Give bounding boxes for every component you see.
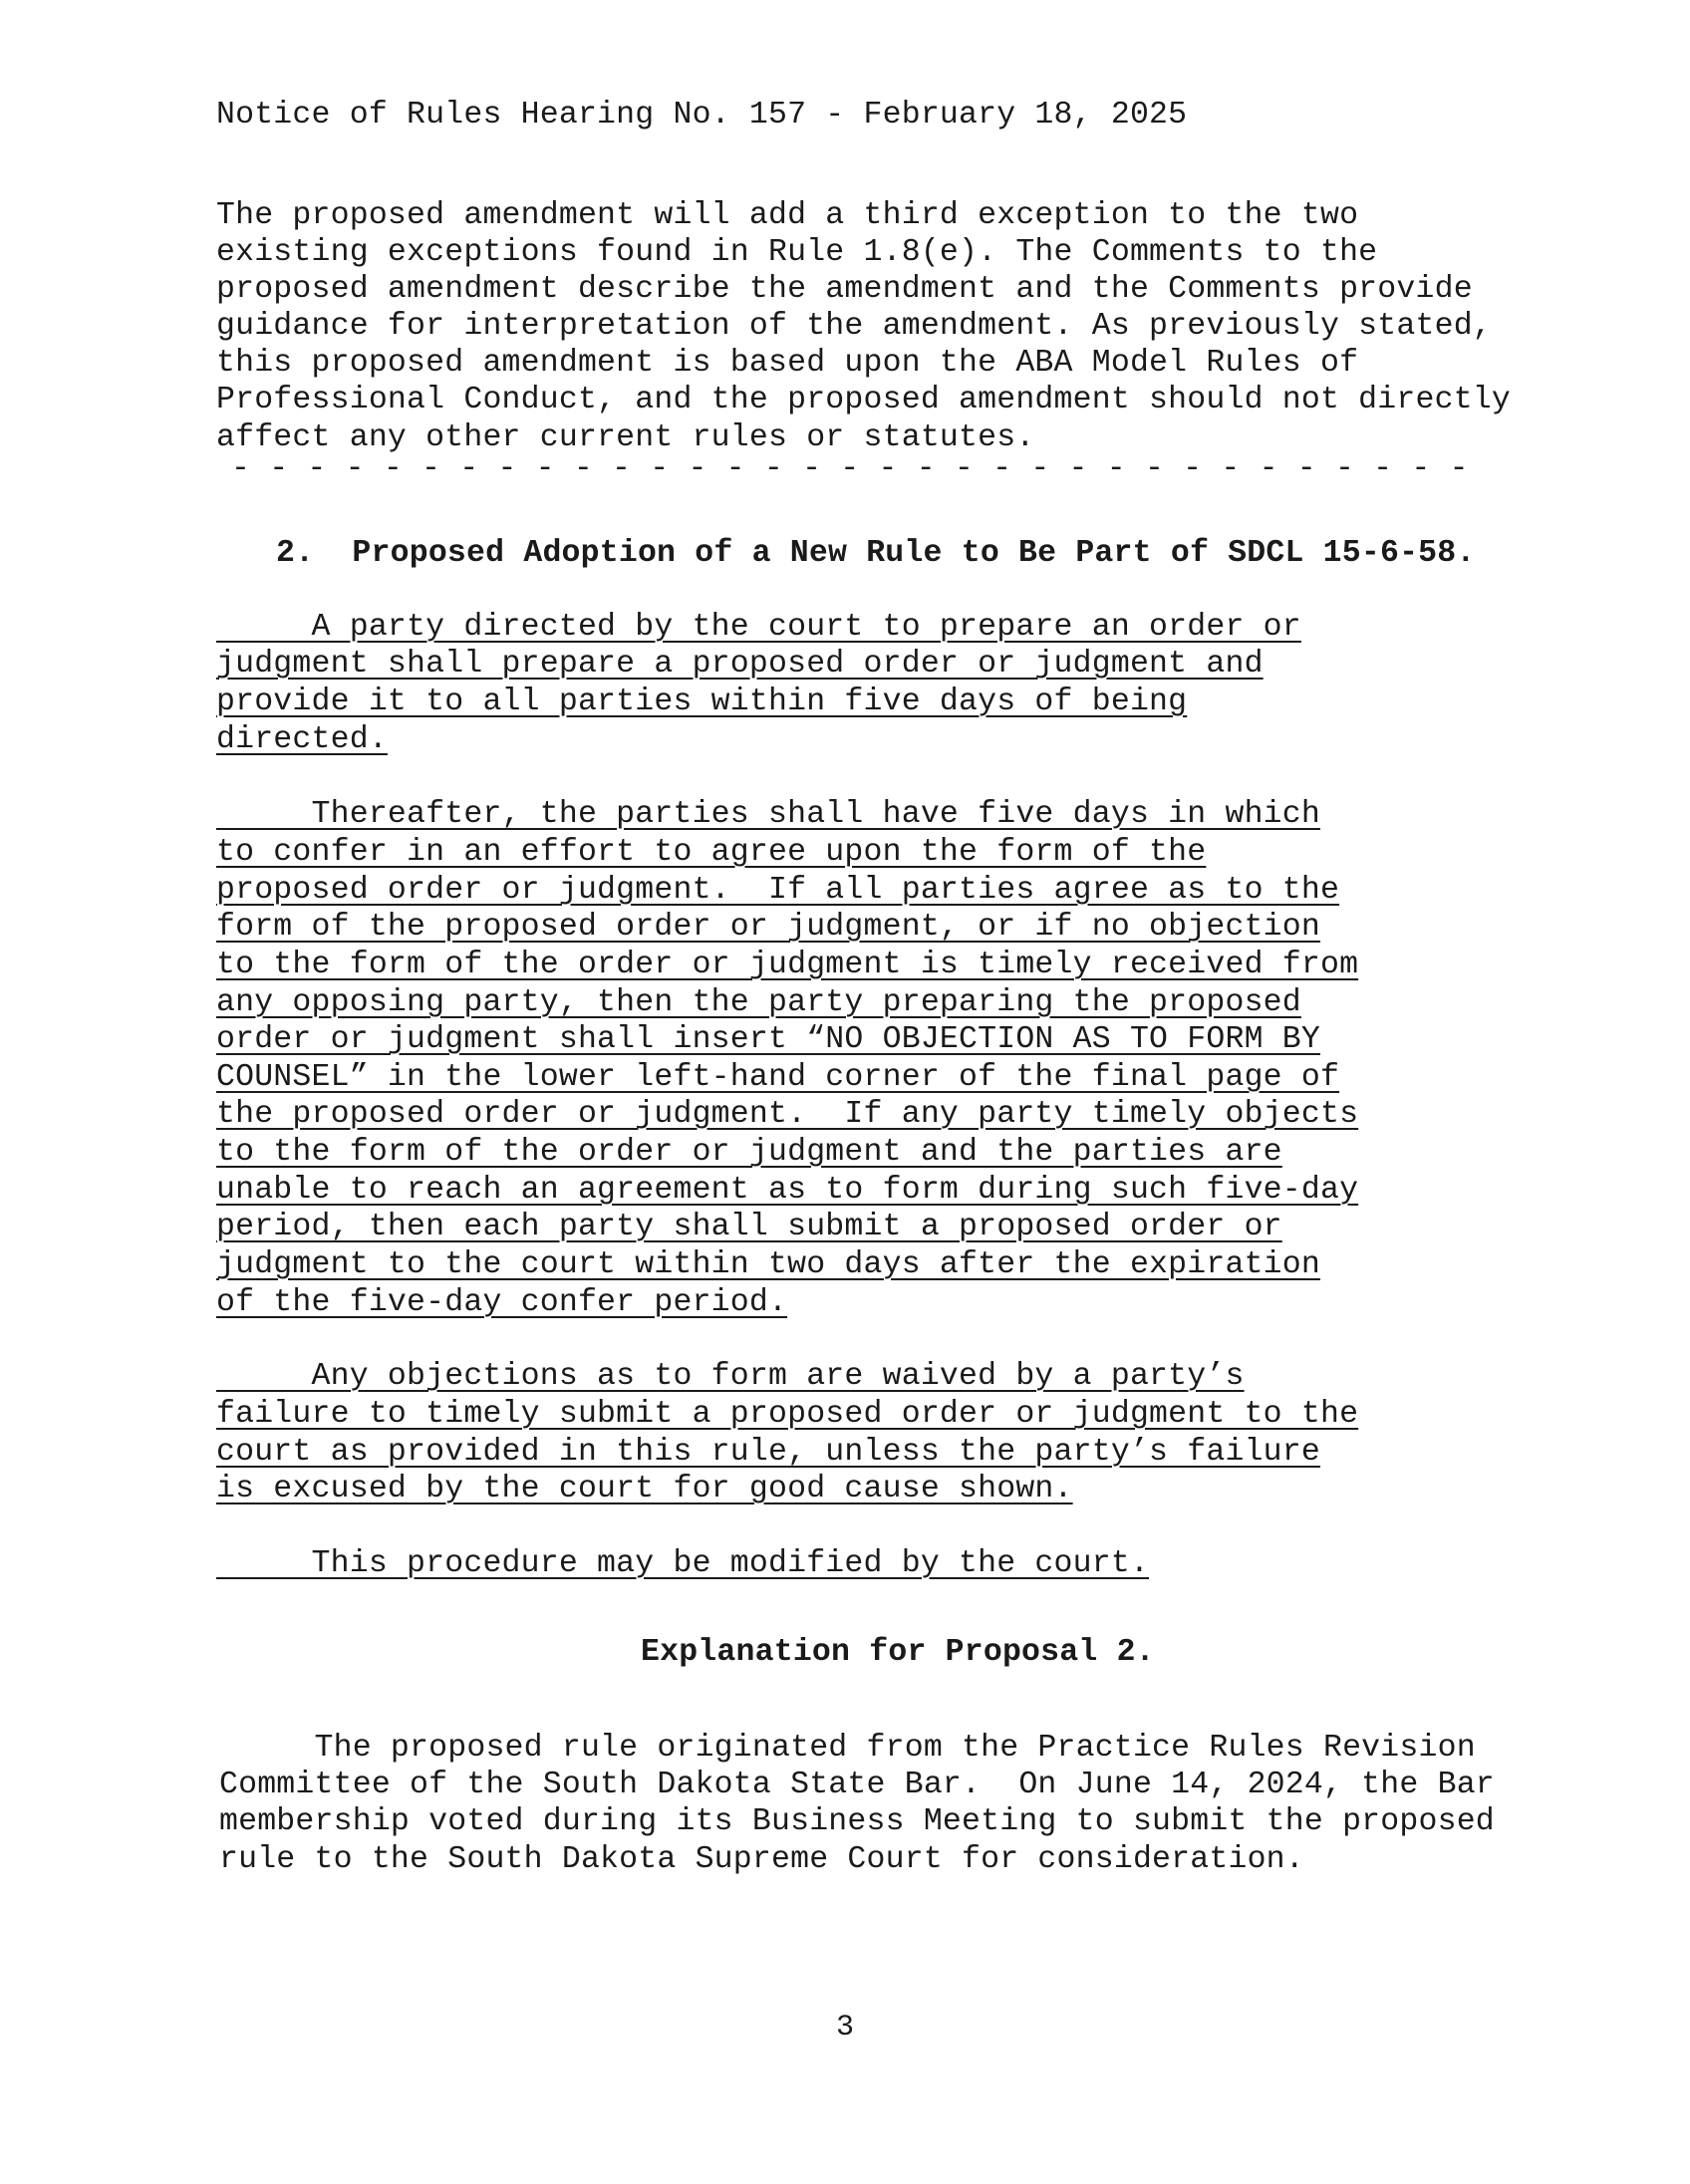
underlined-line	[216, 984, 1301, 1022]
underlined-text: the proposed order or judgment. If any party timely objects	[216, 1097, 1359, 1132]
underlined-text: Thereafter, the parties shall have five days in which	[216, 797, 1320, 832]
text-line: guidance for interpretation of the amendment. As previously stated,	[216, 309, 1492, 344]
underlined-line	[216, 872, 1339, 910]
underlined-line	[216, 909, 1320, 947]
page-header: Notice of Rules Hearing No. 157 - February 18, 2025	[216, 98, 1188, 133]
text-line: The proposed amendment will add a third exception to the two	[216, 198, 1359, 233]
underlined-text: A party directed by the court to prepare an order or	[216, 610, 1301, 645]
underlined-line	[216, 1284, 787, 1322]
underlined-text: to the form of the order or judgment is timely received from	[216, 948, 1359, 982]
underlined-line	[216, 1246, 1320, 1284]
underlined-line	[216, 1096, 1358, 1134]
underlined-text: COUNSEL” in the lower left-hand corner of the final page of	[216, 1060, 1340, 1095]
underlined-line	[216, 1396, 1358, 1434]
underlined-line	[216, 1172, 1358, 1210]
underlined-line	[216, 1209, 1282, 1246]
text-line: Committee of the South Dakota State Bar. On June 14, 2024, the Bar	[219, 1768, 1495, 1802]
dashed-separator: - - - - - - - - - - - - - - - - - - - - - - - - - - - - - - - - -	[231, 451, 1469, 486]
underlined-text: judgment to the court within two days after the expiration	[216, 1247, 1320, 1282]
underlined-line	[216, 796, 1320, 834]
text-line: existing exceptions found in Rule 1.8(e). The Comments to the	[216, 235, 1378, 270]
underlined-text: proposed order or judgment. If all parties agree as to the	[216, 873, 1340, 908]
underlined-text: period, then each party shall submit a proposed order or	[216, 1210, 1282, 1244]
page-number: 3	[835, 2011, 854, 2045]
underlined-line	[216, 1059, 1339, 1097]
underlined-line	[216, 1471, 1073, 1508]
underlined-line	[216, 947, 1358, 984]
underlined-text: This procedure may be modified by the court.	[216, 1546, 1150, 1581]
section-heading: 2. Proposed Adoption of a New Rule to Be Part of SDCL 15-6-58.	[276, 536, 1476, 571]
text-line: The proposed rule originated from the Practice Rules Revision	[219, 1731, 1476, 1766]
underlined-text: to the form of the order or judgment and the parties are	[216, 1135, 1282, 1170]
underlined-text: Any objections as to form are waived by a party’s	[216, 1359, 1245, 1394]
text-line: membership voted during its Business Meeting to submit the proposed	[219, 1804, 1495, 1839]
underlined-text: failure to timely submit a proposed order or judgment to the	[216, 1397, 1359, 1432]
underlined-line	[216, 646, 1264, 683]
underlined-line	[216, 1021, 1320, 1059]
text-line: Professional Conduct, and the proposed amendment should not directly	[216, 383, 1512, 417]
underlined-line	[216, 721, 388, 759]
underlined-line	[216, 683, 1187, 721]
underlined-text: to confer in an effort to agree upon the form of the	[216, 835, 1207, 870]
underlined-text: court as provided in this rule, unless the party’s failure	[216, 1435, 1320, 1470]
text-line: this proposed amendment is based upon the ABA Model Rules of	[216, 346, 1359, 381]
text-line: proposed amendment describe the amendment and the Comments provide	[216, 272, 1473, 307]
underlined-text: form of the proposed order or judgment, or if no objection	[216, 910, 1320, 945]
underlined-text: judgment shall prepare a proposed order or judgment and	[216, 647, 1264, 682]
underlined-text: order or judgment shall insert “NO OBJECTION AS TO FORM BY	[216, 1022, 1320, 1057]
underlined-line	[216, 1545, 1149, 1583]
underlined-text: any opposing party, then the party preparing the proposed	[216, 985, 1301, 1020]
underlined-text: is excused by the court for good cause shown.	[216, 1472, 1073, 1506]
underlined-text: provide it to all parties within five days of being	[216, 684, 1188, 719]
underlined-text: of the five-day confer period.	[216, 1285, 788, 1320]
underlined-line	[216, 1134, 1282, 1172]
underlined-line	[216, 1434, 1320, 1472]
explanation-heading: Explanation for Proposal 2.	[641, 1635, 1155, 1670]
underlined-line	[216, 834, 1206, 872]
underlined-line	[216, 609, 1301, 647]
underlined-line	[216, 1358, 1245, 1396]
text-line: rule to the South Dakota Supreme Court for consideration.	[219, 1842, 1304, 1877]
underlined-text: directed.	[216, 722, 388, 757]
text-line: affect any other current rules or statutes.	[216, 420, 1035, 455]
underlined-text: unable to reach an agreement as to form during such five-day	[216, 1173, 1359, 1208]
